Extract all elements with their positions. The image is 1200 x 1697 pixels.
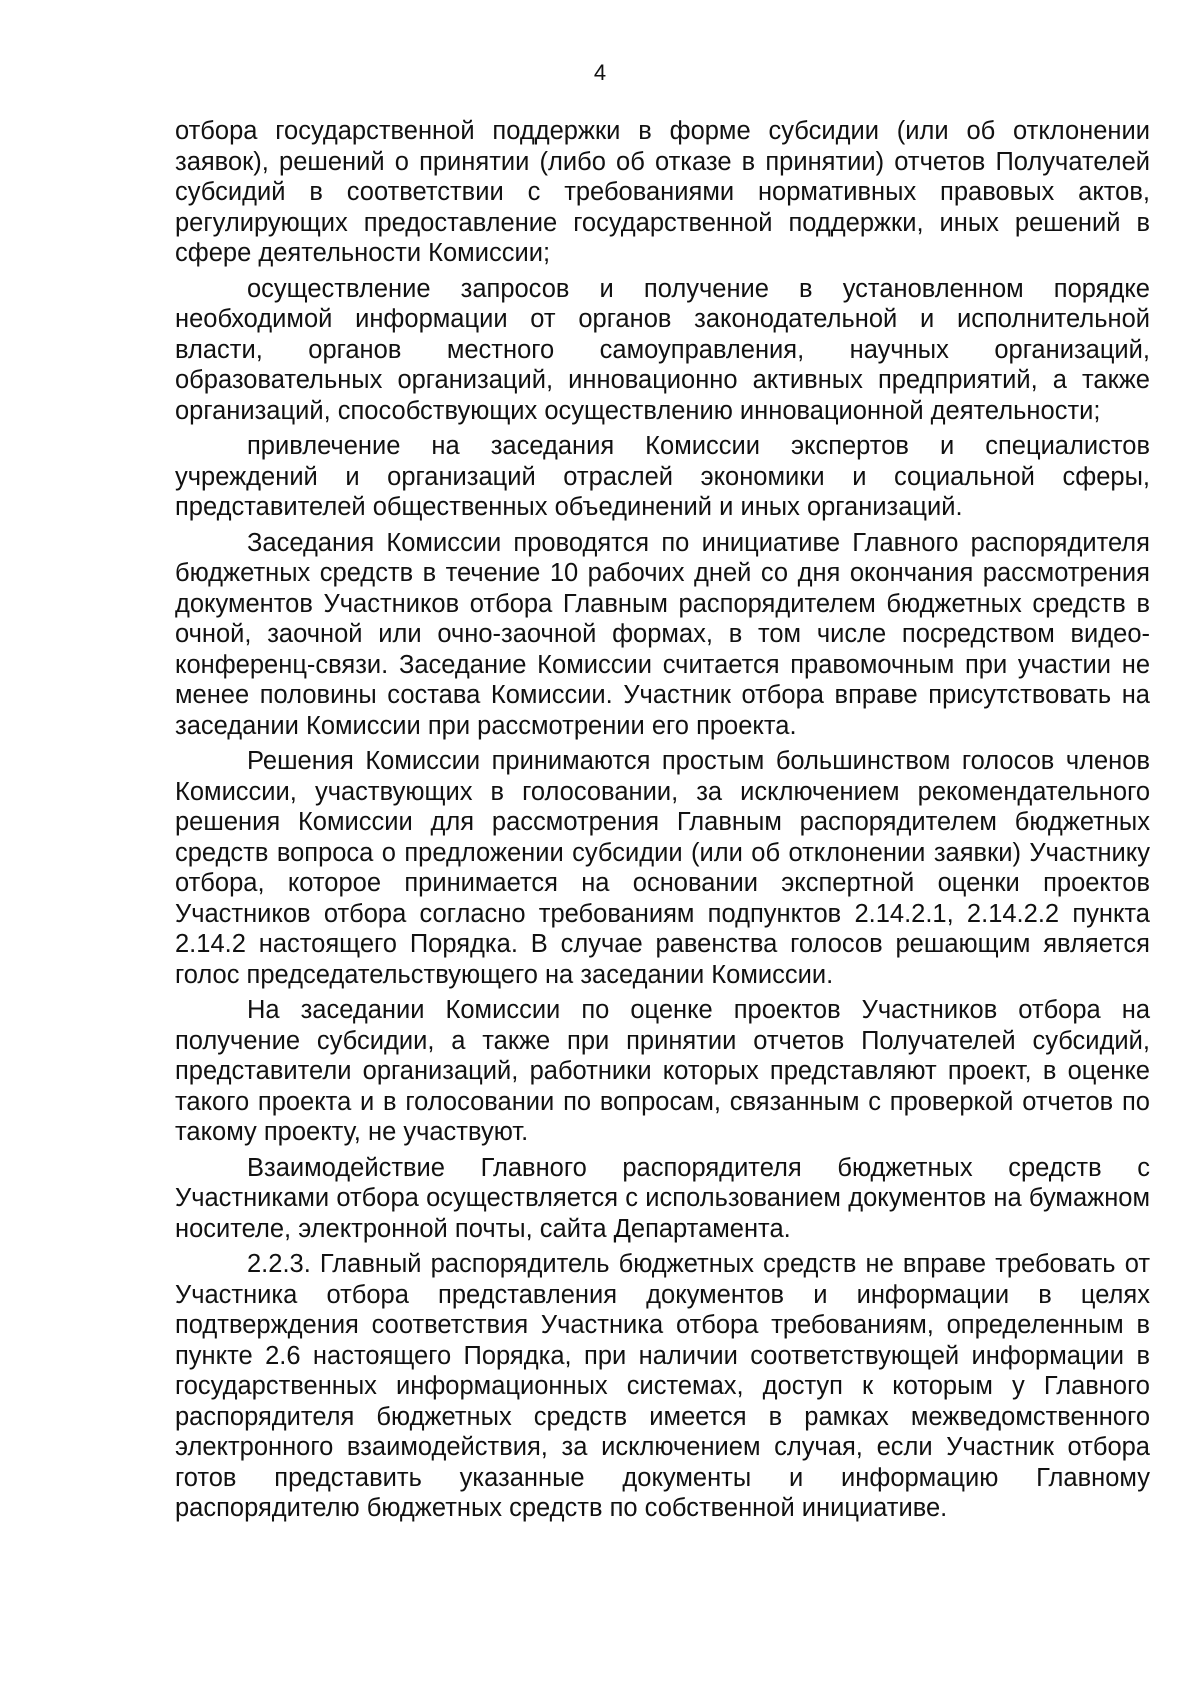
document-body: [175, 116, 1150, 1529]
paragraph-continuation: отбора государственной поддержки в форме субсидии (или об отклонении заявок), решений о принятии (либо об отказе в принятии) отчетов Получателей субсидий в соответствии с требованиями нормативных правовых актов, регулирующих предоставление государственной поддержки, иных решений в сфере деятельности Комиссии;: [175, 117, 1150, 267]
paragraph-2-2-3: 2.2.3. Главный распорядитель бюджетных средств не вправе требовать от Участника отбора представления документов и информации в целях подтверждения соответствия Участника отбора требованиям, определенным в пункте 2.6 настоящего Порядка, при наличии соответствующей информации в государственных информационных системах, доступ к которым у Главного распорядителя бюджетных средств имеется в рамках межведомственного электронного взаимодействия, за исключением случая, если Участник отбора готов представить указанные документы и информацию Главному распорядителю бюджетных средств по собственной инициативе.: [175, 1250, 1150, 1522]
paragraph-interaction: Взаимодействие Главного распорядителя бюджетных средств с Участниками отбора осуществляется с использованием документов на бумажном носителе, электронной почты, сайта Департамента.: [175, 1153, 1150, 1243]
paragraph-meetings: Заседания Комиссии проводятся по инициативе Главного распорядителя бюджетных средств в течение 10 рабочих дней со дня окончания рассмотрения документов Участников отбора Главным распорядителем бюджетных средств в очной, заочной или очно-заочной формах, в том числе посредством видео-конференц-связи. Заседание Комиссии считается правомочным при участии не менее половины состава Комиссии. Участник отбора вправе присутствовать на заседании Комиссии при рассмотрении его проекта.: [175, 528, 1150, 740]
paragraph-decisions: Решения Комиссии принимаются простым большинством голосов членов Комиссии, участвующих в голосовании, за исключением рекомендательного решения Комиссии для рассмотрения Главным распорядителем бюджетных средств вопроса о предложении субсидии (или об отклонении заявки) Участнику отбора, которое принимается на основании экспертной оценки проектов Участников отбора согласно требованиям подпунктов 2.14.2.1, 2.14.2.2 пункта 2.14.2 настоящего Порядка. В случае равенства голосов решающим является голос председательствующего на заседании Комиссии.: [175, 747, 1150, 989]
page-number: 4: [593, 60, 607, 85]
paragraph-evaluation: На заседании Комиссии по оценке проектов Участников отбора на получение субсидии, а также при принятии отчетов Получателей субсидий, представители организаций, работники которых представляют проект, в оценке такого проекта и в голосовании по вопросам, связанным с проверкой отчетов по такому проекту, не участвуют.: [175, 996, 1150, 1146]
paragraph-experts: привлечение на заседания Комиссии экспертов и специалистов учреждений и организаций отраслей экономики и социальной сферы, представителей общественных объединений и иных организаций.: [175, 432, 1150, 521]
paragraph-requests: осуществление запросов и получение в установленном порядке необходимой информации от органов законодательной и исполнительной власти, органов местного самоуправления, научных организаций, образовательных организаций, инновационно активных предприятий, а также организаций, способствующих осуществлению инновационной деятельности;: [175, 274, 1150, 425]
